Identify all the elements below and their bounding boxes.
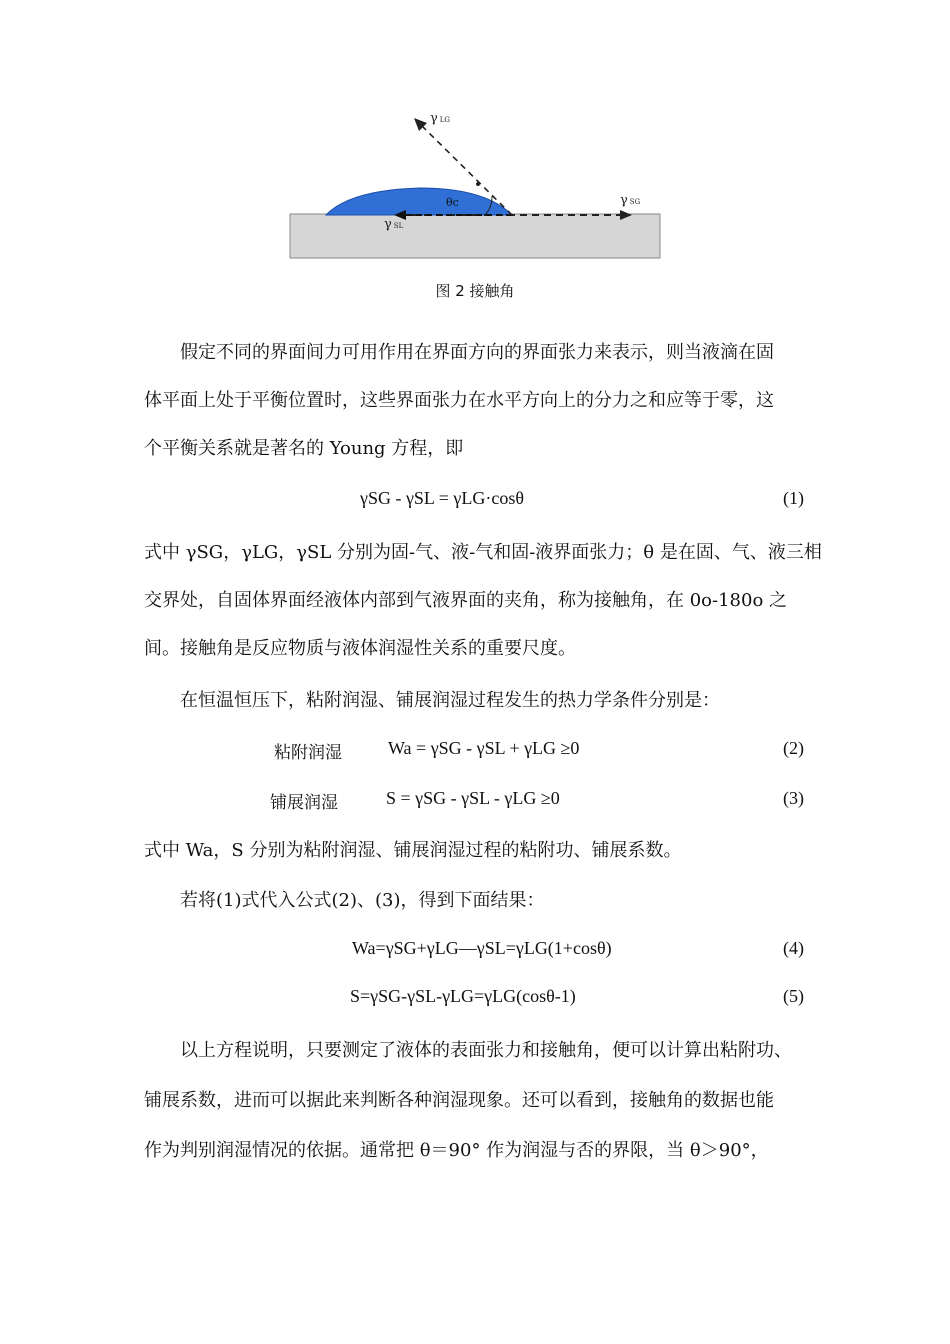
solid-surface	[290, 214, 660, 258]
equation-1-number: (1)	[783, 488, 804, 508]
equation-5-expr: S=γSG-γSL-γLG=γLG(cosθ-1)	[350, 986, 576, 1006]
equation-4	[144, 938, 812, 968]
para1-line3: 个平衡关系就是著名的 Young 方程，即	[144, 438, 464, 459]
equation-4-expr: Wa=γSG+γLG—γSL=γLG(1+cosθ)	[352, 938, 612, 958]
para6-line1: 以上方程说明，只要测定了液体的表面张力和接触角，便可以计算出粘附功、	[180, 1040, 792, 1061]
equation-2-number: (2)	[783, 738, 804, 758]
equation-2-label: 粘附润湿	[274, 743, 342, 763]
equation-2-expr: Wa = γSG - γSL + γLG ≥0	[388, 738, 580, 758]
equation-3-number: (3)	[783, 788, 804, 808]
para6-line3: 作为判别润湿情况的依据。通常把 θ＝90° 作为润湿与否的界限，当 θ＞90°，	[144, 1140, 769, 1161]
para1-line2: 体平面上处于平衡位置时，这些界面张力在水平方向上的分力之和应等于零，这	[144, 390, 774, 411]
para3-line1: 在恒温恒压下，粘附润湿、铺展润湿过程发生的热力学条件分别是：	[180, 690, 720, 711]
equation-3-label: 铺展润湿	[270, 793, 338, 813]
para4-line1: 式中 Wa，S 分别为粘附润湿、铺展润湿过程的粘附功、铺展系数。	[144, 840, 682, 861]
equation-2	[144, 738, 812, 768]
equation-1-expr: γSG - γSL = γLG·cosθ	[360, 488, 524, 508]
para2-line2: 交界处，自固体界面经液体内部到气液界面的夹角，称为接触角，在 0o-180o 之	[144, 590, 788, 611]
gamma-sl-label: γSL	[384, 217, 404, 232]
equation-3	[144, 788, 812, 818]
para6-line2: 铺展系数，进而可以据此来判断各种润湿现象。还可以看到，接触角的数据也能	[144, 1090, 774, 1111]
para5-line1: 若将(1)式代入公式(2)、(3)，得到下面结果：	[180, 890, 545, 911]
equation-3-expr: S = γSG - γSL - γLG ≥0	[386, 788, 560, 808]
gamma-sg-label: γSG	[620, 193, 641, 208]
gamma-lg-label: γLG	[430, 111, 451, 126]
equation-5	[144, 986, 812, 1016]
equation-5-number: (5)	[783, 986, 804, 1006]
theta-c-label: θc	[446, 196, 459, 209]
liquid-drop	[326, 188, 512, 215]
contact-angle-figure	[280, 108, 670, 268]
equation-4-number: (4)	[783, 938, 804, 958]
para1-line1: 假定不同的界面间力可用作用在界面方向的界面张力来表示，则当液滴在固	[180, 342, 774, 363]
equation-1	[144, 488, 812, 518]
para2-line3: 间。接触角是反应物质与液体润湿性关系的重要尺度。	[144, 638, 576, 659]
figure-caption: 图 2 接触角	[435, 282, 515, 300]
para2-line1: 式中 γSG，γLG，γSL 分别为固-气、液-气和固-液界面张力；θ 是在固、气、液三相	[144, 542, 822, 563]
